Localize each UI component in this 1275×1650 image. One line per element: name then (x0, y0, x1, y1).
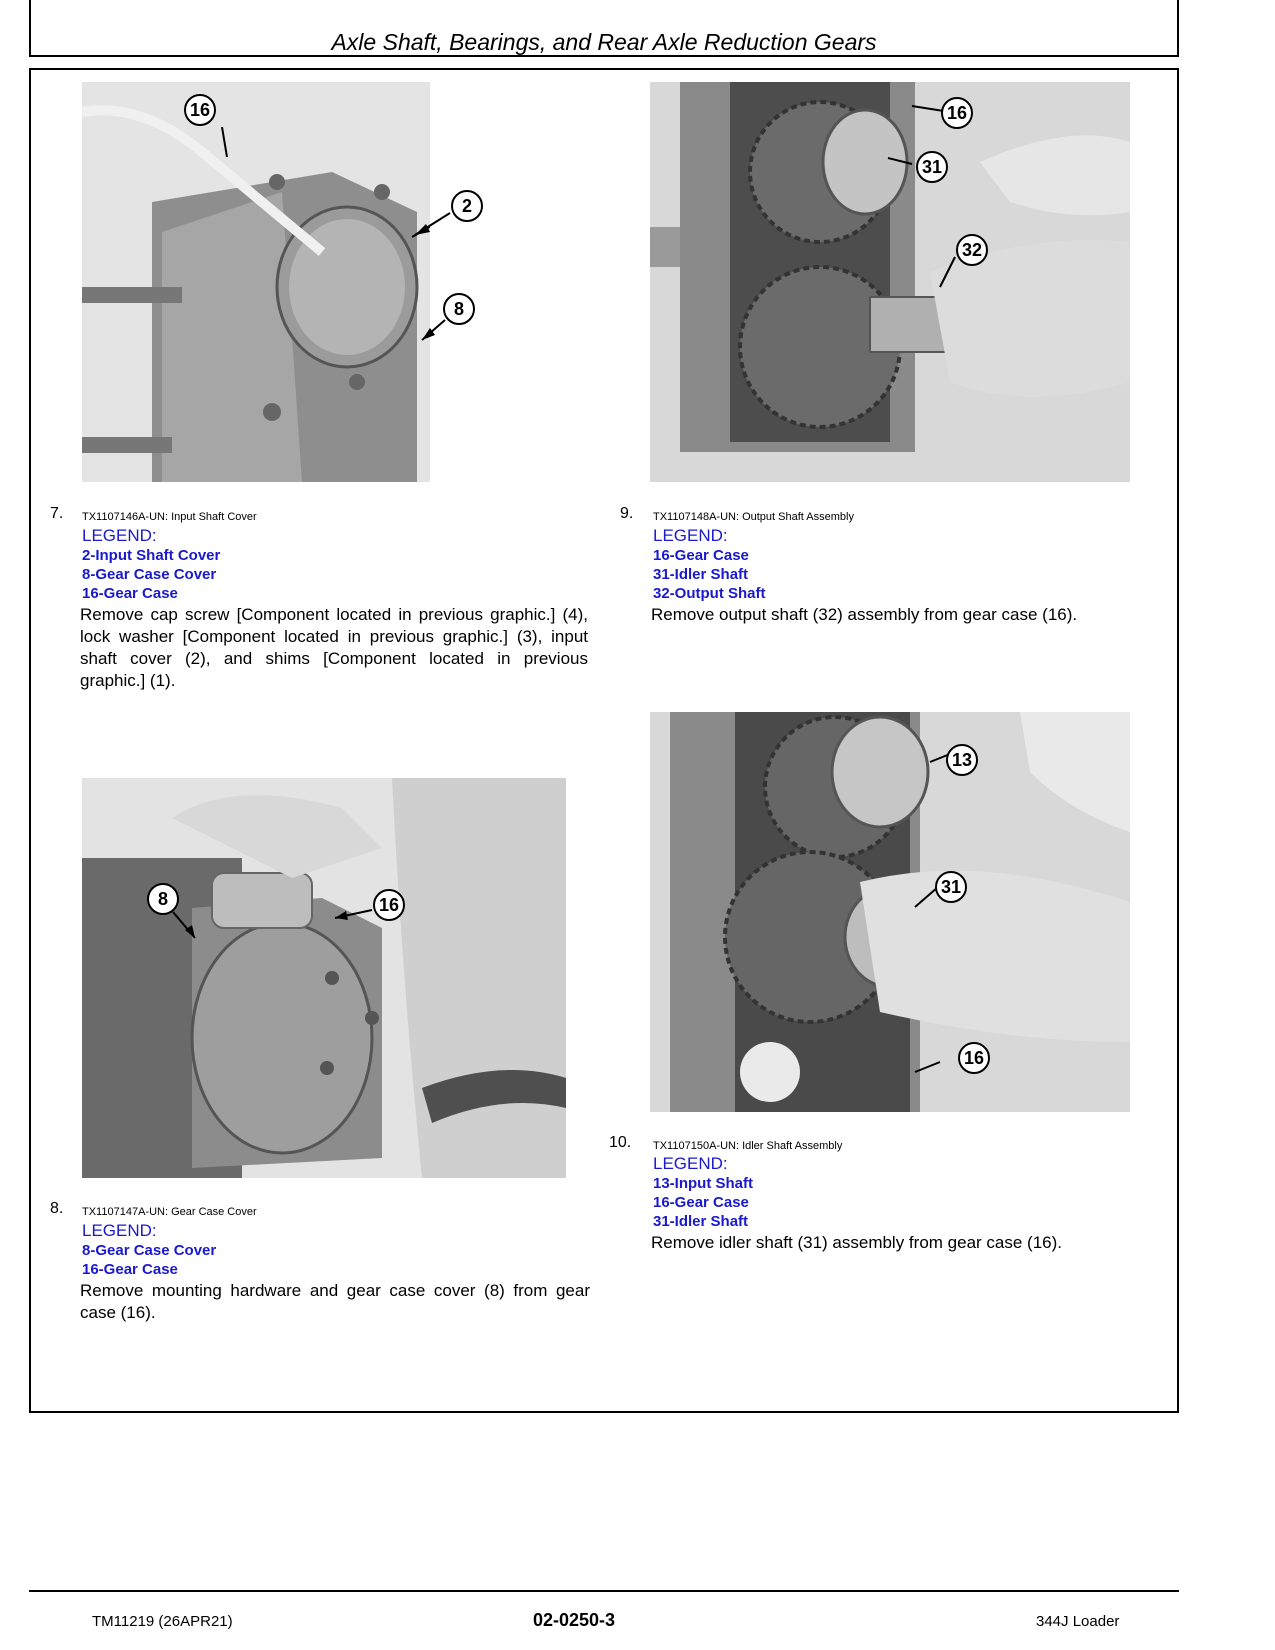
footer-model: 344J Loader (1036, 1613, 1120, 1630)
figure-id: TX1107150A-UN: Idler Shaft Assembly (653, 1140, 843, 1152)
photo-7-outer-callouts (400, 180, 510, 350)
figure-id: TX1107147A-UN: Gear Case Cover (82, 1206, 257, 1218)
photo-8-callouts (140, 880, 420, 950)
footer-manual-id: TM11219 (26APR21) (92, 1613, 233, 1630)
step-number: 7. (50, 505, 64, 522)
callout-31: 31 (940, 877, 962, 897)
callout-13: 13 (951, 750, 973, 770)
legend-title: LEGEND: (82, 1221, 157, 1240)
legend-item: 16-Gear Case (82, 585, 178, 602)
legend-item: 16-Gear Case (653, 1194, 749, 1211)
header-box (29, 0, 1179, 57)
legend-item: 8-Gear Case Cover (82, 1242, 217, 1259)
photo-gear-case-cover (82, 778, 566, 1178)
callout-8: 8 (157, 889, 169, 909)
callout-16: 16 (189, 100, 211, 120)
legend-item: 16-Gear Case (82, 1261, 178, 1278)
callout-31: 31 (921, 157, 943, 177)
footer-rule (29, 1590, 1179, 1592)
photo-10-callouts (920, 740, 1000, 1090)
legend-item: 13-Input Shaft (653, 1175, 753, 1192)
callout-16: 16 (946, 103, 968, 123)
step-number: 10. (609, 1134, 632, 1151)
figure-id: TX1107146A-UN: Input Shaft Cover (82, 511, 257, 523)
legend-item: 16-Gear Case (653, 547, 749, 564)
callout-2: 2 (461, 196, 473, 216)
legend-item: 32-Output Shaft (653, 585, 766, 602)
page-title: Axle Shaft, Bearings, and Rear Axle Reduction Gears (331, 29, 877, 55)
callout-8: 8 (453, 299, 465, 319)
step-instruction: Remove mounting hardware and gear case cover (8) from gear case (16). (80, 1281, 590, 1322)
legend-title: LEGEND: (82, 526, 157, 545)
callout-16: 16 (378, 895, 400, 915)
legend-item: 31-Idler Shaft (653, 566, 749, 583)
callout-32: 32 (961, 240, 983, 260)
legend-title: LEGEND: (653, 1154, 728, 1173)
step-number: 8. (50, 1200, 64, 1217)
legend-title: LEGEND: (653, 526, 728, 545)
photo-input-shaft-cover (82, 82, 430, 482)
legend-item: 31-Idler Shaft (653, 1213, 749, 1230)
photo-idler-shaft-assembly (650, 712, 1130, 1112)
figure-id: TX1107148A-UN: Output Shaft Assembly (653, 511, 854, 523)
footer-page-number: 02-0250-3 (533, 1610, 616, 1630)
legend-item: 2-Input Shaft Cover (82, 547, 221, 564)
step-number: 9. (620, 505, 634, 522)
step-instruction: Remove cap screw [Component located in previous graphic.] (4), lock washer [Component located in previous graphic.] (3), input shaft cover (2), and shims [Component located in previous graphic.] (1). (80, 605, 588, 690)
photo-9-callouts (880, 92, 990, 292)
callout-16: 16 (963, 1048, 985, 1068)
legend-item: 8-Gear Case Cover (82, 566, 217, 583)
step-instruction: Remove output shaft (32) assembly from gear case (16). (651, 605, 1078, 624)
step-instruction: Remove idler shaft (31) assembly from gear case (16). (651, 1233, 1062, 1252)
